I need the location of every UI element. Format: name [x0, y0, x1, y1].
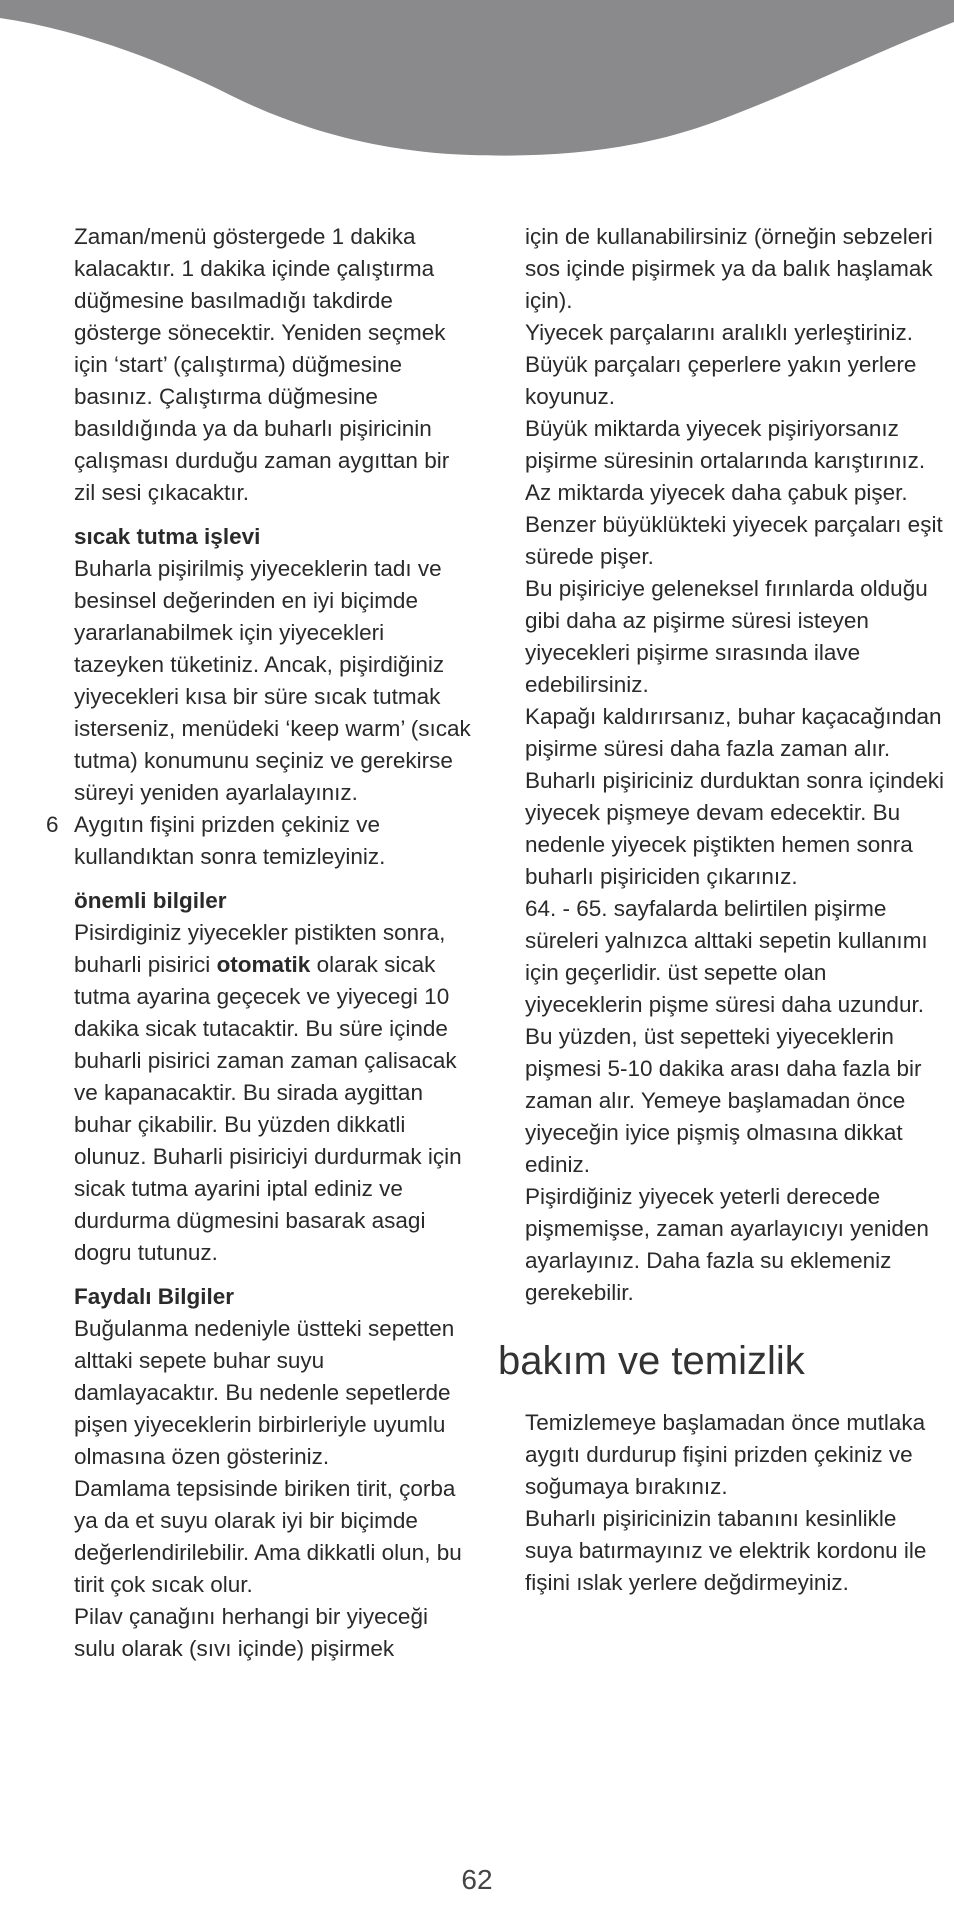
right-paragraph-6: Bu pişiriciye geleneksel fırınlarda olduğu gibi daha az pişirme süresi isteyen yiyecekleri pişirme sırasında ilave edebilirsiniz.: [525, 576, 928, 697]
step-6: [46, 809, 474, 873]
right-paragraph-8: Buharlı pişiriciniz durduktan sonra içindeki yiyecek pişmeye devam edecektir. Bu nedenle yiyecek piştikten hemen sonra buharlı pişiriciden çıkarınız.: [525, 768, 944, 889]
keep-warm-paragraph: Buharla pişirilmiş yiyeceklerin tadı ve besinsel değerinden en iyi biçimde yararlanabilmek için yiyecekleri tazeyken tüketiniz. Ancak, pişirdiğiniz yiyecekleri kısa bir süre sıcak tutmak isterseniz, menüdeki ‘keep warm’ (sıcak tutma) konumunu seçiniz ve gerekirse süreyi yeniden ayarlalayınız.: [74, 556, 471, 805]
important-text-part2: olarak sicak tutma ayarina geçecek ve yiyecegi 10 dakika sicak tutacaktir. Bu süre içinde buharli pisirici zaman zaman çalisacak ve kapanacaktir. Bu sirada aygittan buhar çikabilir. Bu yüzden dikkatli olunuz. Buharli pisiriciyi durdurmak için sicak tutma ayarini iptal ediniz ve durdurma dügmesini basarak asagi dogru tutunuz.: [74, 952, 462, 1265]
useful-paragraph-3: Pilav çanağını herhangi bir yiyeceği sulu olarak (sıvı içinde) pişirmek: [74, 1604, 428, 1661]
right-paragraph-10: Pişirdiğiniz yiyecek yeterli derecede pişmemişse, zaman ayarlayıcıyı yeniden ayarlayınız. Daha fazla su eklemeniz gerekebilir.: [525, 1184, 929, 1305]
useful-info-heading: Faydalı Bilgiler: [74, 1284, 235, 1309]
right-paragraph-1: için de kullanabilirsiniz (örneğin sebzeleri sos içinde pişirmek ya da balık haşlamak için).: [525, 224, 933, 313]
important-info-heading: önemli bilgiler: [74, 888, 227, 913]
care-cleaning-title: bakım ve temizlik: [498, 1339, 805, 1383]
right-paragraph-7: Kapağı kaldırırsanız, buhar kaçacağından pişirme süresi daha fazla zaman alır.: [525, 704, 942, 761]
important-text-bold: otomatik: [216, 952, 311, 977]
page-number: 62: [461, 1864, 493, 1895]
useful-paragraph-2: Damlama tepsisinde biriken tirit, çorba ya da et suyu olarak iyi bir biçimde değerlendirilebilir. Ama dikkatli olun, bu tirit çok sıcak olur.: [74, 1476, 462, 1597]
right-paragraph-5: Benzer büyüklükteki yiyecek parçaları eşit sürede pişer.: [525, 512, 943, 569]
right-paragraph-2: Yiyecek parçalarını aralıklı yerleştiriniz. Büyük parçaları çeperlere yakın yerlere koyunuz.: [525, 320, 917, 409]
right-paragraph-3: Büyük miktarda yiyecek pişiriyorsanız pişirme süresinin ortalarında karıştırınız.: [525, 416, 926, 473]
step-number: 6: [46, 812, 59, 837]
keep-warm-heading: sıcak tutma işlevi: [74, 524, 261, 549]
right-paragraph-4: Az miktarda yiyecek daha çabuk pişer.: [525, 480, 908, 505]
step-text: Aygıtın fişini prizden çekiniz ve kullandıktan sonra temizleyiniz.: [74, 812, 386, 869]
header-wave-decoration: [0, 0, 954, 160]
care-paragraph-1: Temizlemeye başlamadan önce mutlaka aygıtı durdurup fişini prizden çekiniz ve soğumaya bırakınız.: [525, 1410, 926, 1499]
care-paragraph-2: Buharlı pişiricinizin tabanını kesinlikle suya batırmayınız ve elektrik kordonu ile fişini ıslak yerlere değdirmeyiniz.: [525, 1506, 927, 1595]
timer-paragraph: Zaman/menü göstergede 1 dakika kalacaktır. 1 dakika içinde çalıştırma düğmesine basılmadığı takdirde gösterge sönecektir. Yeniden seçmek için ‘start’ (çalıştırma) düğmesine basınız. Çalıştırma düğmesine basıldığında ya da buharlı pişiricinin çalışması durduğu zaman aygıttan bir zil sesi çıkacaktır.: [74, 224, 450, 505]
important-text-part1: Pisirdiginiz yiyecekler pistikten sonra, buharli pisirici: [74, 920, 446, 977]
right-paragraph-9: 64. - 65. sayfalarda belirtilen pişirme süreleri yalnızca alttaki sepetin kullanımı için geçerlidir. üst sepette olan yiyeceklerin pişme süresi daha uzundur. Bu yüzden, üst sepetteki yiyeceklerin pişmesi 5-10 dakika arası daha fazla bir zaman alır. Yemeye başlamadan önce yiyeceğin iyice pişmiş olmasına dikkat ediniz.: [525, 896, 928, 1177]
useful-paragraph-1: Buğulanma nedeniyle üstteki sepetten alttaki sepete buhar suyu damlayacaktır. Bu nedenle sepetlerde pişen yiyeceklerin birbirleriyle uyumlu olmasına özen gösteriniz.: [74, 1316, 455, 1469]
care-cleaning-body: [525, 1407, 945, 1599]
important-info-paragraph: [74, 917, 474, 1269]
left-column: [46, 221, 474, 1665]
right-column: [498, 221, 945, 1599]
